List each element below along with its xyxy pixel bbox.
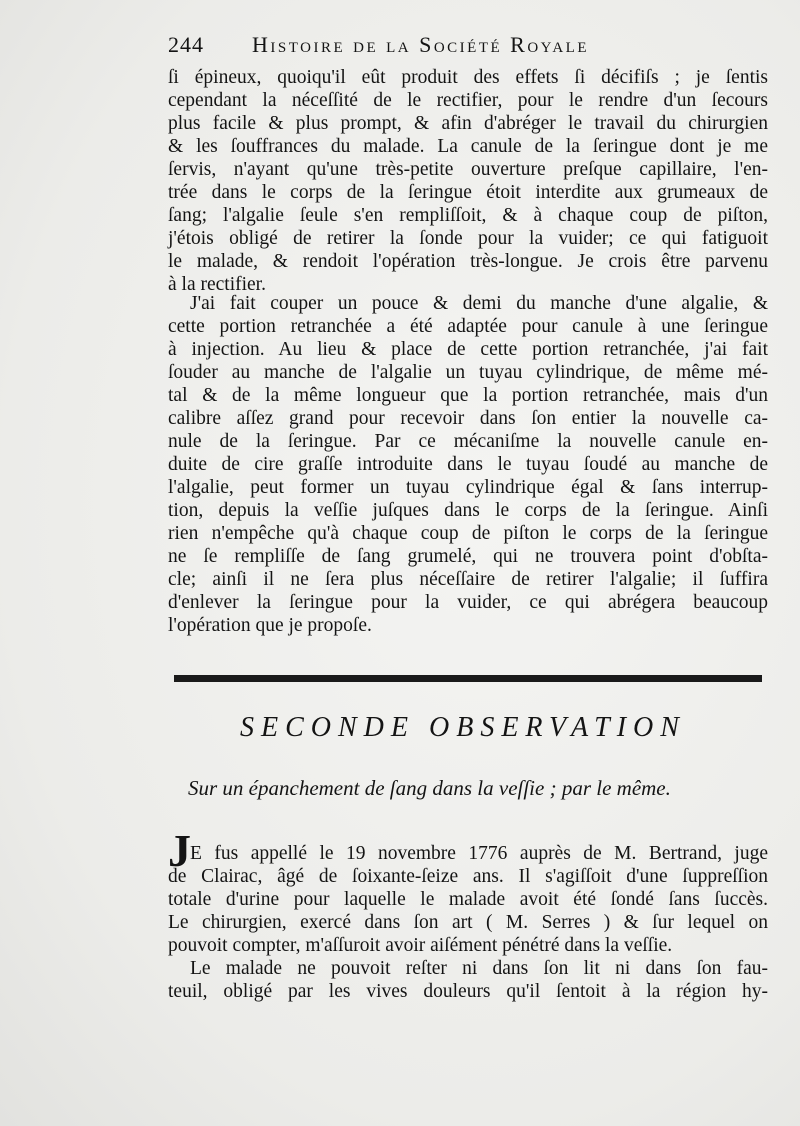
text-line: rien n'empêche qu'à chaque coup de piſton le corps de la ſeringue: [168, 523, 768, 544]
text-line: le malade, & rendoit l'opération très-longue. Je crois être parvenu: [168, 251, 768, 272]
text-line: E fus appellé le 19 novembre 1776 auprès de M. Bertrand, juge: [190, 843, 768, 864]
text-line: j'étois obligé de retirer la ſonde pour la vuider; ce qui fatiguoit: [168, 228, 768, 249]
text-line: à injection. Au lieu & place de cette portion retranchée, j'ai fait: [168, 339, 768, 360]
paragraph-case-report: [168, 842, 768, 1003]
section-title: SECONDE OBSERVATION: [240, 712, 686, 743]
text-line: ſervis, n'ayant qu'une très-petite ouverture preſque capillaire, l'en-: [168, 159, 768, 180]
text-line: trée dans le corps de la ſeringue étoit interdite aux grumeaux de: [168, 182, 768, 203]
paragraph-algalie-modification: [168, 292, 768, 637]
text-line: à la rectifier.: [168, 274, 266, 295]
section-divider-rule: [174, 675, 762, 682]
paragraph-continued: [168, 66, 768, 296]
text-line: ſang; l'algalie ſeule s'en rempliſſoit, & à chaque coup de piſton,: [168, 205, 768, 226]
drop-cap: J: [168, 825, 191, 876]
running-title: Histoire de la Société Royale: [252, 32, 589, 57]
section-subtitle: Sur un épanchement de ſang dans la veſſie ; par le même.: [188, 776, 671, 800]
running-head: [168, 30, 768, 60]
page-number: 244: [168, 32, 204, 57]
text-line: ſouder au manche de l'algalie un tuyau cylindrique, de même mé-: [168, 362, 768, 383]
text-line: cle; ainſi il ne ſera plus néceſſaire de retirer l'algalie; il ſuffira: [168, 569, 768, 590]
text-line: calibre aſſez grand pour recevoir dans ſon entier la nouvelle ca-: [168, 408, 768, 429]
text-line: tion, depuis la veſſie juſques dans le corps de la ſeringue. Ainſi: [168, 500, 768, 521]
text-line: J'ai fait couper un pouce & demi du manche d'une algalie, &: [190, 293, 768, 314]
text-line: duite de cire graſſe introduite dans le tuyau ſoudé au manche de: [168, 454, 768, 475]
text-line: d'enlever la ſeringue pour la vuider, ce qui abrégera beaucoup: [168, 592, 768, 613]
text-line: ſi épineux, quoiqu'il eût produit des effets ſi décifiſs ; je ſentis: [168, 67, 768, 88]
text-line: teuil, obligé par les vives douleurs qu'il ſentoit à la région hy-: [168, 981, 768, 1002]
text-line: totale d'urine pour laquelle le malade avoit été ſondé ſans ſuccès.: [168, 889, 768, 910]
text-line: cependant la néceſſité de le rectifier, pour le rendre d'un ſecours: [168, 90, 768, 111]
text-line: l'algalie, peut former un tuyau cylindrique égal & ſans interrup-: [168, 477, 768, 498]
text-line: Le malade ne pouvoit reſter ni dans ſon lit ni dans ſon fau-: [190, 958, 768, 979]
text-line: tal & de la même longueur que la portion retranchée, mais d'un: [168, 385, 768, 406]
text-line: nule de la ſeringue. Par ce mécaniſme la nouvelle canule en-: [168, 431, 768, 452]
text-line: plus facile & plus prompt, & afin d'abréger le travail du chirurgien: [168, 113, 768, 134]
text-line: l'opération que je propoſe.: [168, 615, 372, 636]
text-line: ne ſe rempliſſe de ſang grumelé, qui ne trouvera point d'obſta-: [168, 546, 768, 567]
text-line: cette portion retranchée a été adaptée pour canule à une ſeringue: [168, 316, 768, 337]
text-line: pouvoit compter, m'aſſuroit avoir aiſément pénétré dans la veſſie.: [168, 935, 673, 956]
text-line: & les ſouffrances du malade. La canule de la ſeringue dont je me: [168, 136, 768, 157]
text-line: de Clairac, âgé de ſoixante-ſeize ans. Il s'agiſſoit d'une ſuppreſſion: [168, 866, 768, 887]
text-line: Le chirurgien, exercé dans ſon art ( M. Serres ) & ſur lequel on: [168, 912, 768, 933]
